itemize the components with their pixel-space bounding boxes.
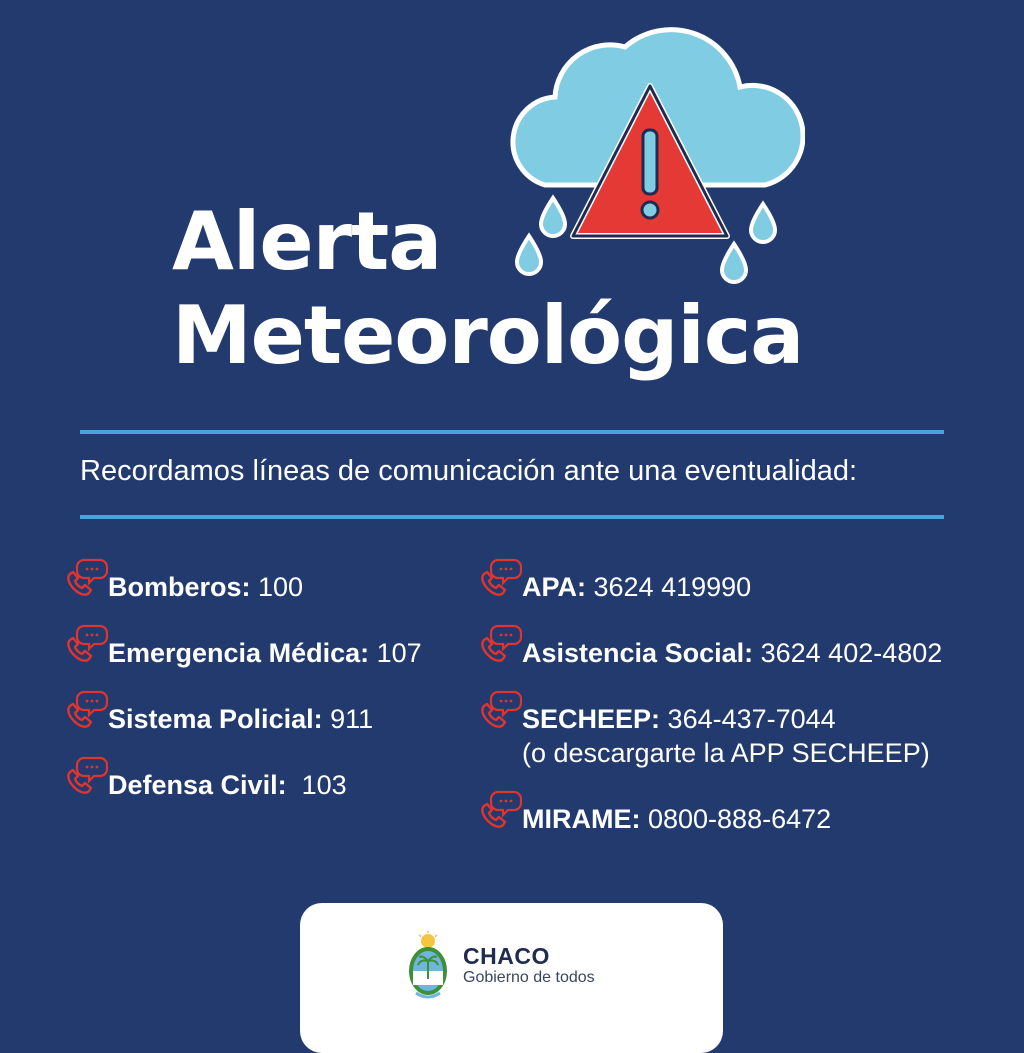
contact-name: SECHEEP:	[522, 704, 661, 734]
contact-name: APA:	[522, 572, 586, 602]
contact-mirame	[478, 788, 942, 854]
contact-number: 364-437-7044	[660, 704, 836, 734]
contact-number: 3624 419990	[586, 572, 752, 602]
footer-brand: CHACO	[463, 943, 550, 969]
contact-name: Asistencia Social:	[522, 638, 754, 668]
contact-number: 911	[322, 704, 374, 734]
phone-chat-icon	[478, 556, 522, 600]
contact-name: Bomberos:	[108, 572, 251, 602]
title-line2: Meteorológica	[172, 289, 804, 382]
contact-apa	[478, 556, 942, 622]
phone-chat-icon	[478, 788, 522, 832]
contacts-left-column	[64, 556, 422, 820]
contact-number: 0800-888-6472	[640, 804, 832, 834]
contact-name: Defensa Civil:	[108, 770, 287, 800]
contact-sistema-policial	[64, 688, 422, 754]
contact-number: 103	[286, 770, 347, 800]
phone-chat-icon	[478, 688, 522, 732]
contact-emergencia-medica	[64, 622, 422, 688]
phone-chat-icon	[64, 622, 108, 666]
cloud-warning-icon	[505, 20, 805, 290]
contact-number: 100	[250, 572, 304, 602]
contacts-right-column	[478, 556, 942, 854]
contact-name: MIRAME:	[522, 804, 641, 834]
phone-chat-icon	[64, 556, 108, 600]
contact-name: Sistema Policial:	[108, 704, 323, 734]
contact-number: 107	[369, 638, 422, 668]
contact-bomberos	[64, 556, 422, 622]
chaco-crest-icon	[404, 931, 452, 999]
contact-asistencia-social	[478, 622, 942, 688]
contact-secheep	[478, 688, 942, 788]
phone-chat-icon	[478, 622, 522, 666]
footer-tagline: Gobierno de todos	[463, 969, 595, 986]
intro-text: Recordamos líneas de comunicación ante una eventualidad:	[80, 455, 858, 487]
phone-chat-icon	[64, 688, 108, 732]
phone-chat-icon	[64, 754, 108, 798]
title-line1: Alerta	[172, 195, 442, 288]
contact-note: (o descargarte la APP SECHEEP)	[522, 738, 930, 768]
divider-top	[80, 430, 944, 434]
divider-bottom	[80, 515, 944, 519]
contact-defensa-civil	[64, 754, 422, 820]
contact-number: 3624 402-4802	[753, 638, 943, 668]
contact-name: Emergencia Médica:	[108, 638, 370, 668]
footer-card	[300, 903, 723, 1053]
